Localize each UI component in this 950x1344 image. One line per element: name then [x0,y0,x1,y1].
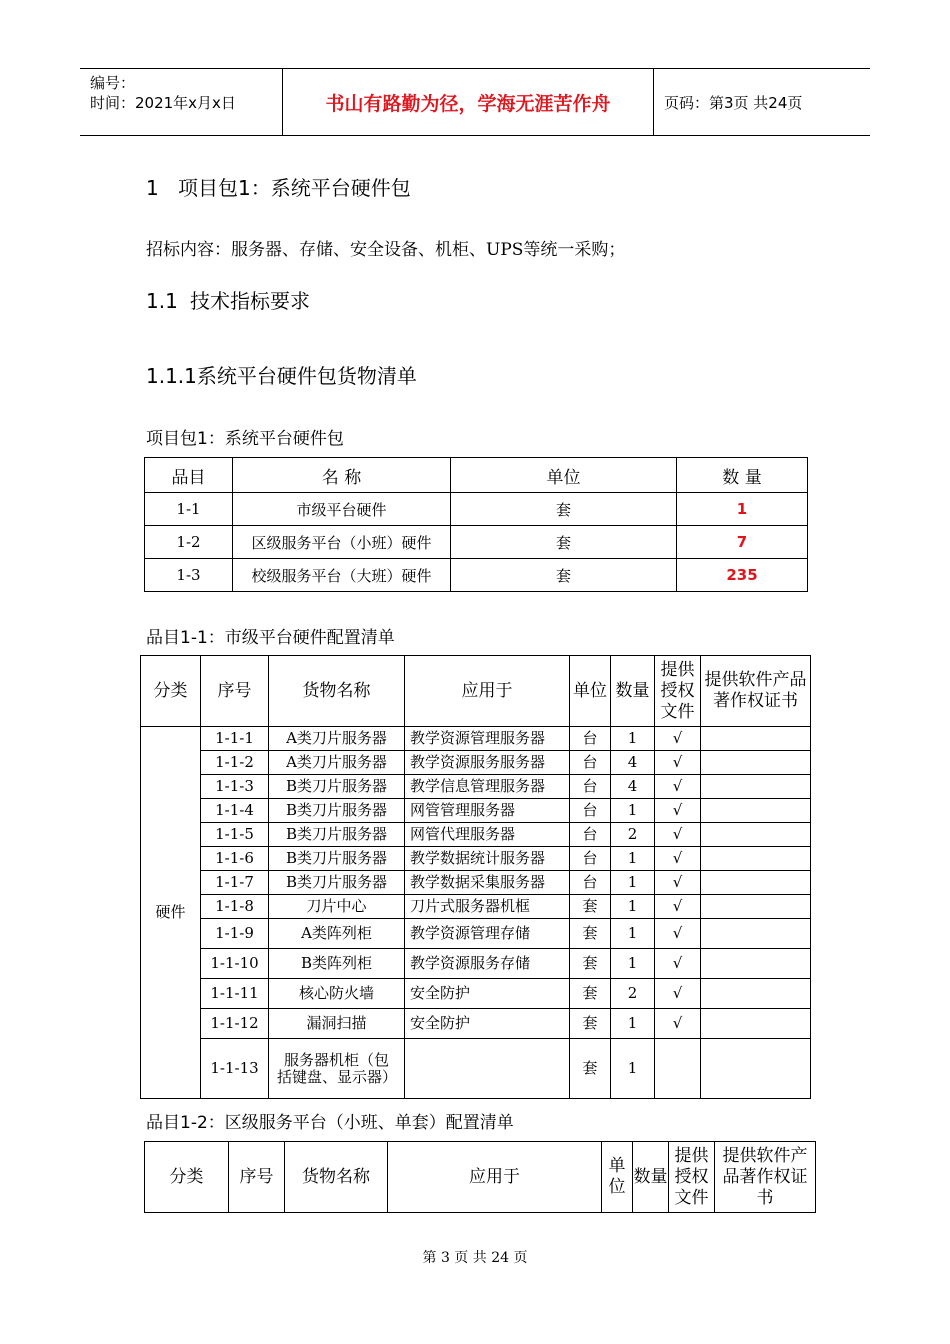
seq-cell: 1-1-9 [201,919,269,949]
unit-cell: 套 [451,493,677,526]
application-cell: 教学数据采集服务器 [405,871,570,895]
table-row [141,919,811,949]
cert-cell [701,979,811,1009]
section-1-1-heading [146,285,310,314]
unit-cell: 台 [570,799,611,823]
cert-cell [701,799,811,823]
application-cell: 网管管理服务器 [405,799,570,823]
header-cell: 序号 [201,656,269,727]
section-1-1-title: 技术指标要求 [190,289,310,313]
goods-name-cell: B类刀片服务器 [269,799,405,823]
unit-cell: 台 [570,871,611,895]
table-row [141,775,811,799]
seq-cell: 1-1-10 [201,949,269,979]
auth-cell: √ [655,823,701,847]
table-header-row [145,458,808,493]
goods-name-cell: 服务器机柜（包括键盘、显示器） [269,1039,405,1099]
application-cell: 安全防护 [405,1009,570,1039]
qty-cell: 1 [611,949,655,979]
header-page-info: 页码：第3页 共24页 [664,93,803,112]
application-cell: 网管代理服务器 [405,823,570,847]
header-cell: 应用于 [388,1142,602,1213]
auth-cell: √ [655,871,701,895]
qty-cell: 1 [611,847,655,871]
table-header-row [145,1142,816,1213]
section-1-1-number: 1.1 [146,289,178,313]
auth-cell [655,1039,701,1099]
seq-cell: 1-1-3 [201,775,269,799]
unit-cell: 套 [451,526,677,559]
unit-cell: 台 [570,847,611,871]
table-row [141,751,811,775]
qty-cell: 2 [611,979,655,1009]
table-row [141,979,811,1009]
cert-cell [701,751,811,775]
header-motto: 书山有路勤为径，学海无涯苦作舟 [325,92,611,115]
qty-cell: 1 [611,919,655,949]
header-cell: 应用于 [405,656,570,727]
name-cell: 市级平台硬件 [233,493,451,526]
qty-cell: 1 [611,1009,655,1039]
table-row [145,526,808,559]
table-row [141,847,811,871]
header-cell: 序号 [229,1142,285,1213]
section-1-title: 项目包1：系统平台硬件包 [178,176,411,200]
goods-name-cell: 刀片中心 [269,895,405,919]
header-cell: 提供软件产品著作权证书 [701,656,811,727]
auth-cell: √ [655,979,701,1009]
auth-cell: √ [655,847,701,871]
header-cell: 货物名称 [285,1142,388,1213]
cert-cell [701,895,811,919]
table-header-row [141,656,811,727]
goods-name-cell: B类阵列柜 [269,949,405,979]
package-table [144,457,808,592]
table-row [145,559,808,592]
seq-cell: 1-1-1 [201,727,269,751]
qty-cell: 4 [611,775,655,799]
seq-cell: 1-1-2 [201,751,269,775]
section-1-heading [146,172,411,201]
qty-cell: 7 [677,526,808,559]
auth-cell: √ [655,949,701,979]
cert-cell [701,1009,811,1039]
unit-cell: 台 [570,775,611,799]
header-cell: 单位 [570,656,611,727]
unit-cell: 套 [570,979,611,1009]
header-cell: 数量 [611,656,655,727]
unit-cell: 套 [451,559,677,592]
goods-name-cell: A类刀片服务器 [269,727,405,751]
qty-cell: 1 [611,727,655,751]
seq-cell: 1-1-5 [201,823,269,847]
cert-cell [701,1039,811,1099]
name-cell: 区级服务平台（小班）硬件 [233,526,451,559]
application-cell: 教学资源服务存储 [405,949,570,979]
unit-cell: 台 [570,751,611,775]
unit-cell: 套 [570,895,611,919]
page-header [80,68,870,136]
seq-cell: 1-1-13 [201,1039,269,1099]
header-meta [90,73,236,113]
application-cell [405,1039,570,1099]
unit-cell: 台 [570,727,611,751]
unit-cell: 套 [570,1039,611,1099]
header-cell: 单位 [602,1142,633,1213]
auth-cell: √ [655,1009,701,1039]
header-cell: 数量 [633,1142,669,1213]
goods-name-cell: A类刀片服务器 [269,751,405,775]
application-cell: 教学资源管理存储 [405,919,570,949]
category-cell: 硬件 [141,727,201,1099]
item-cell: 1-2 [145,526,233,559]
table3-caption: 品目1-2：区级服务平台（小班、单套）配置清单 [146,1113,514,1133]
goods-name-cell: A类阵列柜 [269,919,405,949]
seq-cell: 1-1-11 [201,979,269,1009]
header-time-label: 时间：2021年x月x日 [90,94,236,112]
header-code-label: 编号： [90,74,136,92]
section-1-1-1-heading: 1.1.1系统平台硬件包货物清单 [146,364,417,388]
qty-cell: 4 [611,751,655,775]
section-1-number: 1 [146,176,159,200]
table-row [141,1009,811,1039]
seq-cell: 1-1-8 [201,895,269,919]
intro-text: 招标内容：服务器、存储、安全设备、机柜、UPS等统一采购； [146,240,626,260]
application-cell: 教学信息管理服务器 [405,775,570,799]
auth-cell: √ [655,919,701,949]
goods-name-cell: B类刀片服务器 [269,823,405,847]
header-cell: 提供授权文件 [669,1142,715,1213]
config-table [140,655,811,1099]
header-divider [653,69,654,135]
table2-caption: 品目1-1：市级平台硬件配置清单 [146,628,395,648]
header-cell: 分类 [145,1142,229,1213]
application-cell: 教学资源管理服务器 [405,727,570,751]
header-cell: 品目 [145,458,233,493]
seq-cell: 1-1-4 [201,799,269,823]
unit-cell: 套 [570,919,611,949]
goods-name-cell: 漏洞扫描 [269,1009,405,1039]
table-row [141,895,811,919]
table-row [141,823,811,847]
unit-cell: 台 [570,823,611,847]
unit-cell: 套 [570,1009,611,1039]
table-row [145,493,808,526]
seq-cell: 1-1-12 [201,1009,269,1039]
table-row [141,799,811,823]
table-row [141,949,811,979]
application-cell: 安全防护 [405,979,570,1009]
header-cell: 货物名称 [269,656,405,727]
qty-cell: 1 [677,493,808,526]
cert-cell [701,919,811,949]
header-cell: 名 称 [233,458,451,493]
header-cell: 提供软件产品著作权证书 [715,1142,816,1213]
qty-cell: 1 [611,871,655,895]
qty-cell: 235 [677,559,808,592]
application-cell: 刀片式服务器机框 [405,895,570,919]
qty-cell: 1 [611,1039,655,1099]
table-row [141,1039,811,1099]
auth-cell: √ [655,727,701,751]
cert-cell [701,871,811,895]
goods-name-cell: B类刀片服务器 [269,775,405,799]
auth-cell: √ [655,775,701,799]
qty-cell: 2 [611,823,655,847]
auth-cell: √ [655,895,701,919]
district-config-table [144,1141,816,1213]
item-cell: 1-1 [145,493,233,526]
table1-caption: 项目包1：系统平台硬件包 [146,429,344,449]
header-cell: 单位 [451,458,677,493]
unit-cell: 套 [570,949,611,979]
auth-cell: √ [655,799,701,823]
cert-cell [701,847,811,871]
cert-cell [701,775,811,799]
header-cell: 分类 [141,656,201,727]
seq-cell: 1-1-6 [201,847,269,871]
qty-cell: 1 [611,799,655,823]
page-footer: 第 3 页 共 24 页 [422,1250,528,1266]
goods-name-cell: B类刀片服务器 [269,871,405,895]
cert-cell [701,823,811,847]
goods-name-cell: B类刀片服务器 [269,847,405,871]
table-row [141,871,811,895]
name-cell: 校级服务平台（大班）硬件 [233,559,451,592]
qty-cell: 1 [611,895,655,919]
header-cell: 提供授权文件 [655,656,701,727]
table-row [141,727,811,751]
cert-cell [701,949,811,979]
application-cell: 教学资源服务服务器 [405,751,570,775]
item-cell: 1-3 [145,559,233,592]
header-cell: 数 量 [677,458,808,493]
cert-cell [701,727,811,751]
seq-cell: 1-1-7 [201,871,269,895]
auth-cell: √ [655,751,701,775]
goods-name-cell: 核心防火墙 [269,979,405,1009]
application-cell: 教学数据统计服务器 [405,847,570,871]
